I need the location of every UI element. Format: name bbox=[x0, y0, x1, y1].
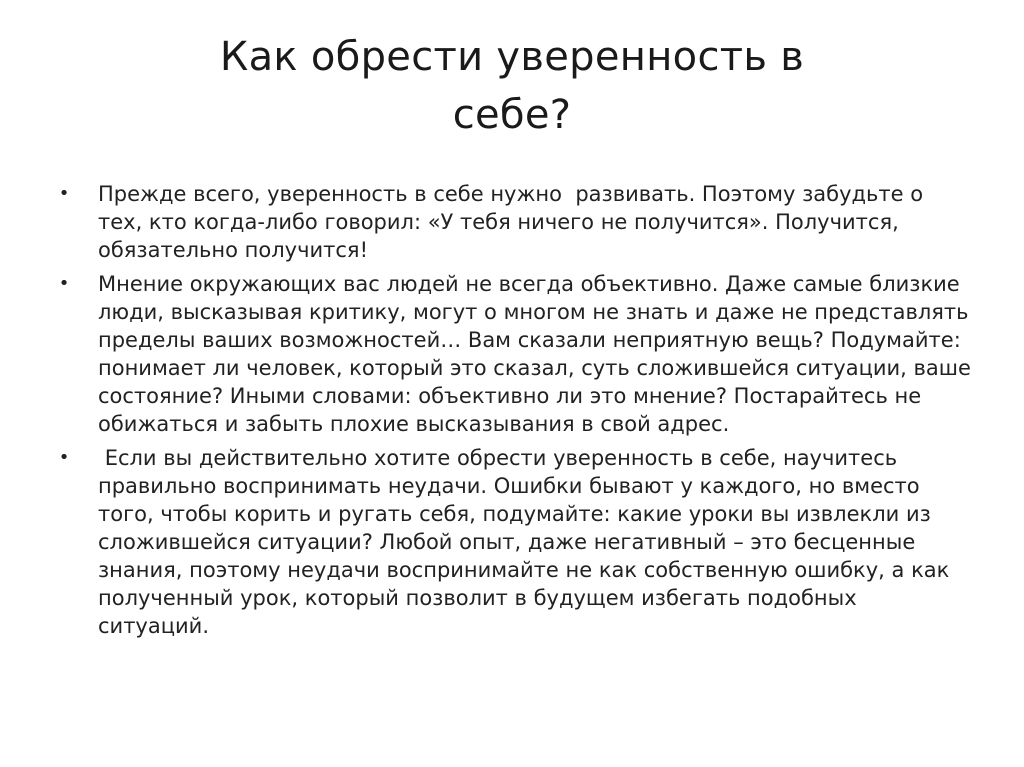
bullet-item bbox=[57, 270, 978, 438]
bullet-icon: • bbox=[58, 273, 70, 294]
bullet-icon: • bbox=[58, 447, 70, 468]
slide-title: Как обрести уверенность в себе? bbox=[219, 34, 805, 138]
bullet-icon: • bbox=[58, 183, 70, 204]
bullet-item bbox=[57, 444, 972, 640]
bullet-item bbox=[57, 180, 972, 264]
bullet-text: Если вы действительно хотите обрести уверенность в себе, научитесь правильно воспринимать неудачи. Ошибки бывают у каждого, но вместо того, чтобы корить и ругать себя, подумайте: какие уроки вы извлекли из сложившейся ситуации? Любой опыт, даже негативный – это бесценные знания, поэтому неудачи воспринимайте не как собственную ошибку, а как полученный урок, который позволит в будущем избегать подобных ситуаций. bbox=[98, 446, 956, 638]
bullet-list bbox=[57, 180, 978, 646]
bullet-text: Мнение окружающих вас людей не всегда объективно. Даже самые близкие люди, высказывая критику, могут о многом не знать и даже не представлять пределы ваших возможностей… Вам сказали неприятную вещь? Подумайте: понимает ли человек, который это сказал, суть сложившейся ситуации, ваше состояние? Иными словами: объективно ли это мнение? Постарайтесь не обижаться и забыть плохие высказывания в свой адрес. bbox=[98, 272, 978, 436]
bullet-text: Прежде всего, уверенность в себе нужно развивать. Поэтому забудьте о тех, кто когда-либо говорил: «У тебя ничего не получится». Получится, обязательно получится! bbox=[98, 182, 930, 262]
